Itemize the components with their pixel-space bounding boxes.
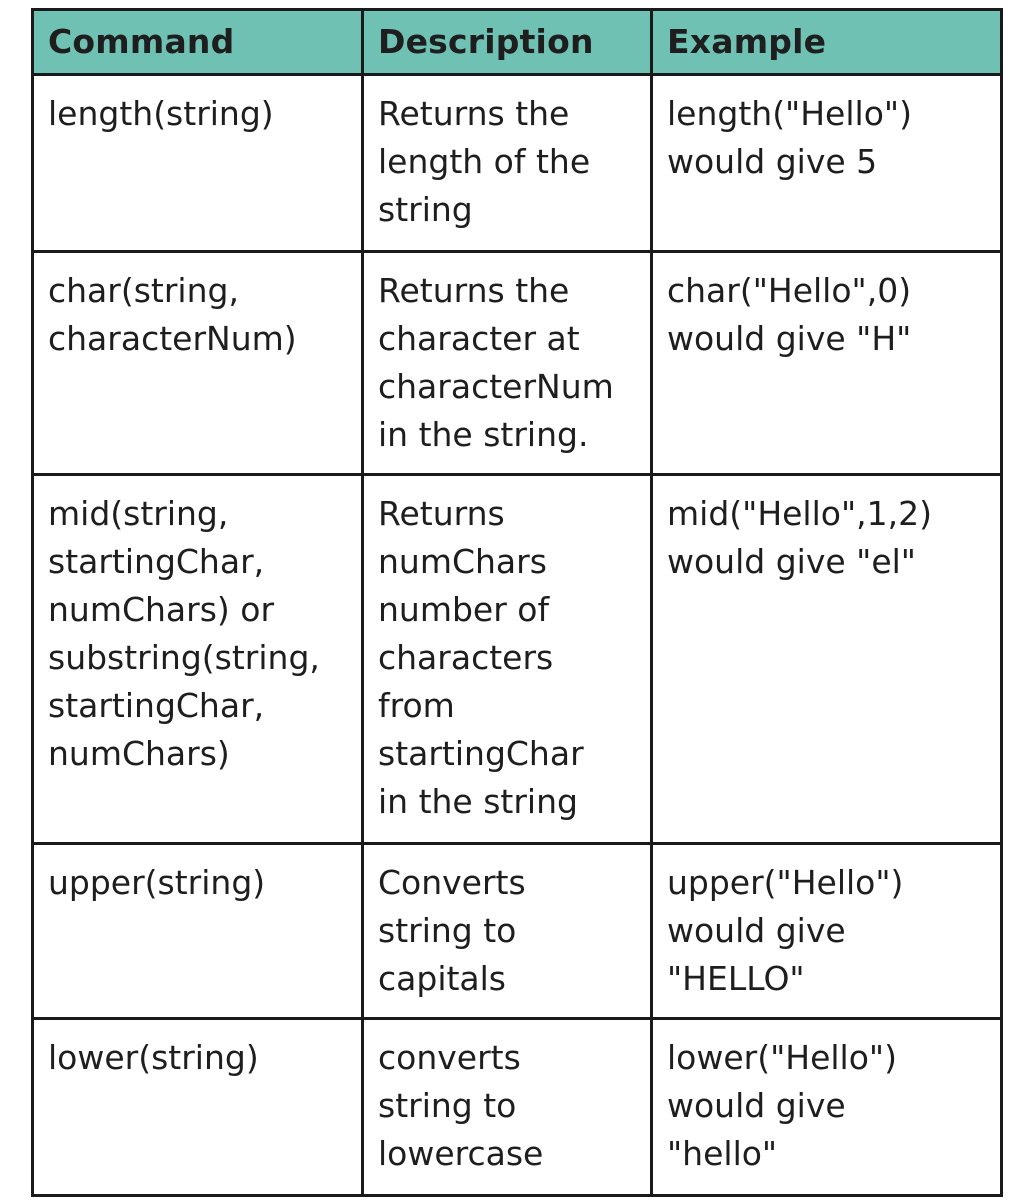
example-text: lower("Hello") would give "hello" bbox=[667, 1038, 897, 1173]
command-cell bbox=[33, 475, 363, 844]
command-cell bbox=[33, 844, 363, 1019]
table-row bbox=[33, 1019, 1002, 1196]
description-cell bbox=[363, 844, 652, 1019]
example-cell bbox=[652, 75, 1002, 252]
description-text: Returns the character at characterNum in the string. bbox=[378, 271, 614, 454]
header-command: Command bbox=[33, 10, 363, 75]
header-description: Description bbox=[363, 10, 652, 75]
header-row bbox=[33, 10, 1002, 75]
example-cell bbox=[652, 475, 1002, 844]
command-text: mid(string, startingChar, numChars) or substring(string, startingChar, numChars) bbox=[48, 494, 320, 773]
table-header bbox=[33, 10, 1002, 75]
example-text: upper("Hello") would give "HELLO" bbox=[667, 863, 904, 998]
table-row bbox=[33, 475, 1002, 844]
example-cell bbox=[652, 844, 1002, 1019]
table-row bbox=[33, 252, 1002, 475]
example-cell bbox=[652, 252, 1002, 475]
command-text: lower(string) bbox=[48, 1038, 259, 1077]
example-text: char("Hello",0) would give "H" bbox=[667, 271, 912, 358]
description-text: Returns numChars number of characters from startingChar in the string bbox=[378, 494, 584, 821]
description-cell bbox=[363, 475, 652, 844]
table-body bbox=[33, 75, 1002, 1196]
description-cell bbox=[363, 75, 652, 252]
command-cell bbox=[33, 75, 363, 252]
command-text: length(string) bbox=[48, 94, 274, 133]
table-row bbox=[33, 75, 1002, 252]
string-commands-table bbox=[31, 8, 1003, 1197]
command-cell bbox=[33, 252, 363, 475]
description-cell bbox=[363, 1019, 652, 1196]
example-text: length("Hello") would give 5 bbox=[667, 94, 912, 181]
header-example: Example bbox=[652, 10, 1002, 75]
example-text: mid("Hello",1,2) would give "el" bbox=[667, 494, 932, 581]
command-cell bbox=[33, 1019, 363, 1196]
command-text: char(string, characterNum) bbox=[48, 271, 297, 358]
description-cell bbox=[363, 252, 652, 475]
description-text: Returns the length of the string bbox=[378, 94, 591, 229]
description-text: Converts string to capitals bbox=[378, 863, 526, 998]
command-text: upper(string) bbox=[48, 863, 266, 902]
table-row bbox=[33, 844, 1002, 1019]
example-cell bbox=[652, 1019, 1002, 1196]
description-text: converts string to lowercase bbox=[378, 1038, 544, 1173]
